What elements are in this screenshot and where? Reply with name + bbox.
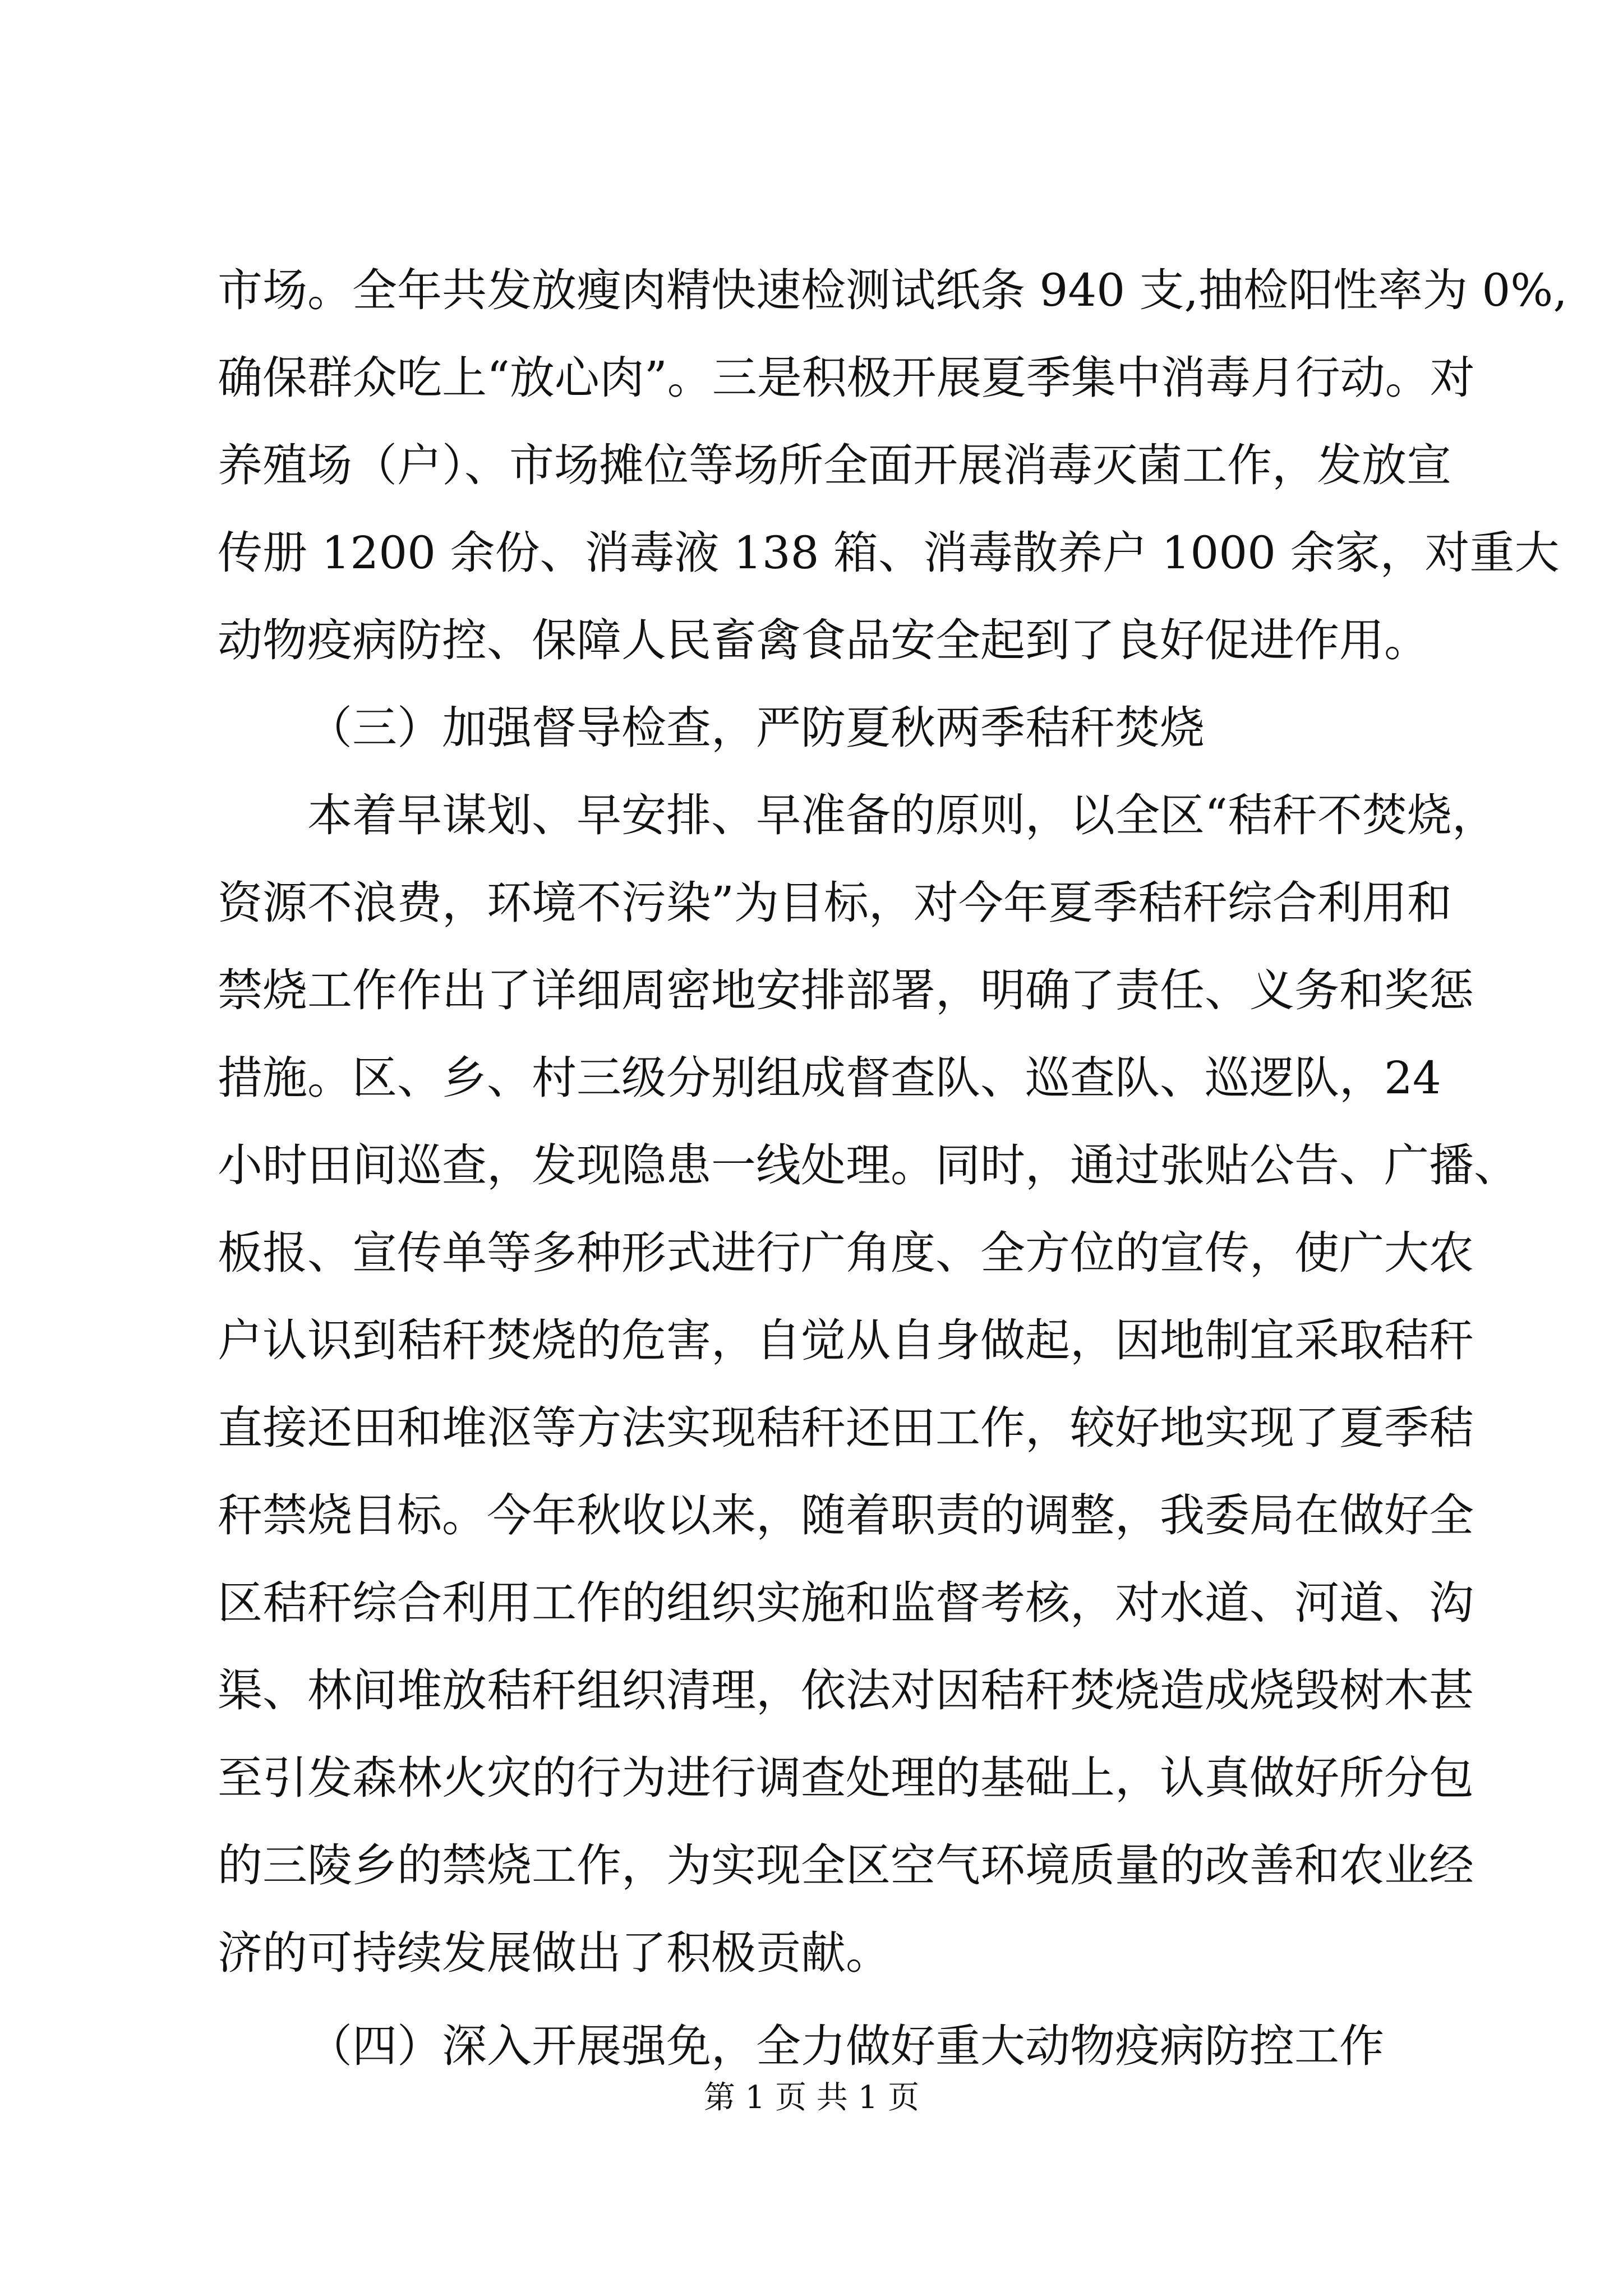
text-line: 渠、林间堆放秸秆组织清理，依法对因秸秆焚烧造成烧毁树木甚 xyxy=(218,1664,1474,1717)
text-line: 养殖场（户）、市场摊位等场所全面开展消毒灭菌工作，发放宣 xyxy=(218,439,1451,491)
text-line: 市场。全年共发放瘦肉精快速检测试纸条 940 支,抽检阳性率为 0%, xyxy=(218,264,1567,316)
section-heading-3: （三）加强督导检查，严防夏秋两季秸秆焚烧 xyxy=(307,702,1205,754)
text-line: 板报、宣传单等多种形式进行广角度、全方位的宣传，使广大农 xyxy=(218,1227,1474,1279)
text-line: 资源不浪费，环境不污染”为目标，对今年夏季秸秆综合利用和 xyxy=(218,877,1452,929)
text-line: 济的可持续发展做出了积极贡献。 xyxy=(218,1927,891,1979)
text-line: 禁烧工作作出了详细周密地安排部署，明确了责任、义务和奖惩 xyxy=(218,964,1474,1016)
paragraph-1 xyxy=(218,247,1567,684)
text-line: 秆禁烧目标。今年秋收以来，随着职责的调整，我委局在做好全 xyxy=(218,1489,1474,1542)
text-line: 直接还田和堆沤等方法实现秸秆还田工作，较好地实现了夏季秸 xyxy=(218,1402,1474,1454)
document-body xyxy=(218,247,1567,2090)
page-number-footer: 第 1 页 共 1 页 xyxy=(703,2079,920,2116)
text-line: 区秸秆综合利用工作的组织实施和监督考核，对水道、河道、沟 xyxy=(218,1577,1474,1629)
text-line: 传册 1200 余份、消毒液 138 箱、消毒散养户 1000 余家，对重大 xyxy=(218,527,1560,579)
section-heading-4: （四）深入开展强免，全力做好重大动物疫病防控工作 xyxy=(307,2020,1384,2072)
text-line: 小时田间巡查，发现隐患一线处理。同时，通过张贴公告、广播、 xyxy=(218,1139,1519,1191)
text-line: 确保群众吃上“放心肉”。三是积极开展夏季集中消毒月行动。对 xyxy=(218,352,1475,404)
paragraph-2 xyxy=(218,772,1519,1997)
text-line: 措施。区、乡、村三级分别组成督查队、巡查队、巡逻队，24 xyxy=(218,1052,1441,1104)
text-line: 的三陵乡的禁烧工作，为实现全区空气环境质量的改善和农业经 xyxy=(218,1839,1474,1892)
text-line: 户认识到秸秆焚烧的危害，自觉从自身做起，因地制宜采取秸秆 xyxy=(218,1314,1474,1366)
text-line: 本着早谋划、早安排、早准备的原则，以全区“秸秆不焚烧， xyxy=(307,789,1497,841)
text-line: 至引发森林火灾的行为进行调查处理的基础上，认真做好所分包 xyxy=(218,1752,1474,1804)
text-line: 动物疫病防控、保障人民畜禽食品安全起到了良好促进作用。 xyxy=(218,614,1429,666)
